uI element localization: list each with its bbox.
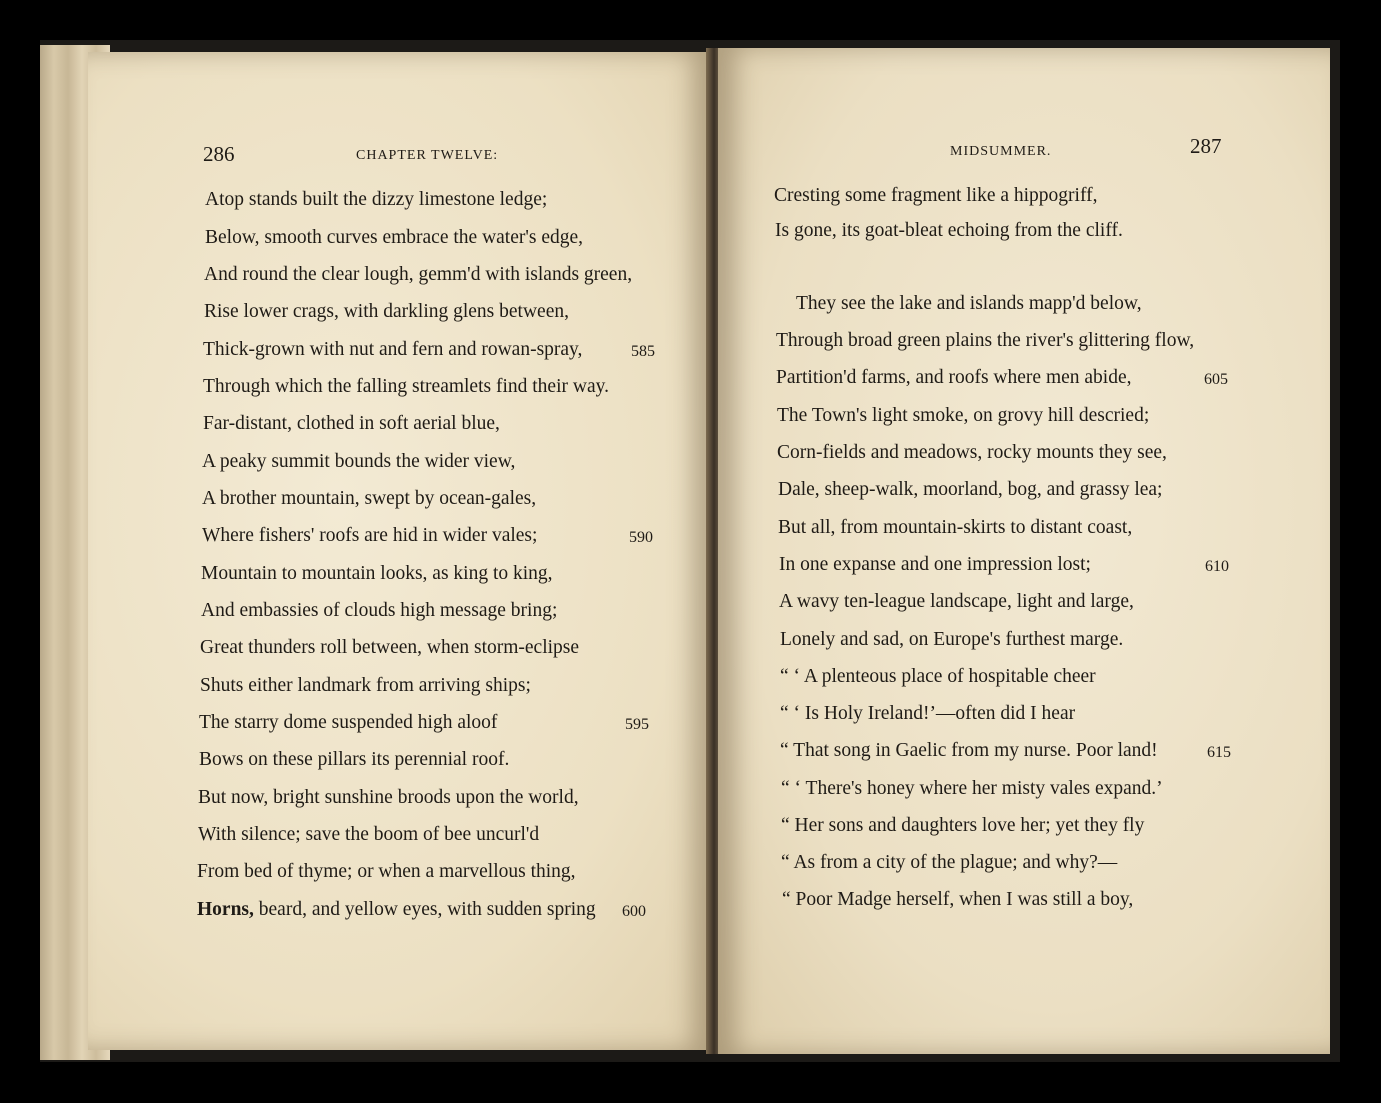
verse-line: In one expanse and one impression lost; bbox=[779, 554, 1091, 575]
verse-line: But all, from mountain-skirts to distant coast, bbox=[778, 517, 1133, 538]
verse-line-rest: beard, and yellow eyes, with sudden spring bbox=[258, 899, 596, 920]
line-number: 610 bbox=[1205, 558, 1229, 575]
line-number: 595 bbox=[625, 716, 649, 733]
verse-line: And embassies of clouds high message bring; bbox=[201, 600, 558, 621]
verse-line: Dale, sheep-walk, moorland, bog, and grassy lea; bbox=[778, 479, 1163, 500]
verse-line: “ As from a city of the plague; and why?— bbox=[781, 852, 1118, 873]
verse-line: And round the clear lough, gemm'd with islands green, bbox=[204, 264, 633, 285]
line-number: 590 bbox=[629, 529, 653, 546]
line-number: 600 bbox=[622, 903, 646, 920]
verse-line: Thick-grown with nut and fern and rowan-spray, bbox=[203, 339, 583, 360]
left-page bbox=[88, 52, 710, 1050]
verse-line: They see the lake and islands mapp'd below, bbox=[796, 293, 1142, 314]
verse-line: Through broad green plains the river's glittering flow, bbox=[776, 330, 1195, 351]
verse-line: Is gone, its goat-bleat echoing from the cliff. bbox=[775, 220, 1123, 241]
page-number: 286 bbox=[203, 142, 235, 166]
verse-line: “ Poor Madge herself, when I was still a boy, bbox=[782, 889, 1134, 910]
verse-line: Atop stands built the dizzy limestone ledge; bbox=[205, 189, 548, 210]
verse-line: “ ‘ Is Holy Ireland!’—often did I hear bbox=[780, 703, 1076, 724]
verse-line: Far-distant, clothed in soft aerial blue, bbox=[203, 413, 500, 434]
verse-line: Bows on these pillars its perennial roof. bbox=[199, 749, 510, 770]
verse-line: But now, bright sunshine broods upon the world, bbox=[198, 787, 579, 808]
verse-line: Shuts either landmark from arriving ships; bbox=[200, 675, 531, 696]
bold-word: Horns, bbox=[197, 899, 254, 920]
verse-line: A peaky summit bounds the wider view, bbox=[202, 451, 516, 472]
verse-line: From bed of thyme; or when a marvellous thing, bbox=[197, 861, 576, 882]
right-page bbox=[718, 48, 1330, 1054]
verse-line: Mountain to mountain looks, as king to king, bbox=[201, 563, 553, 584]
line-number: 605 bbox=[1204, 371, 1228, 388]
verse-line: Partition'd farms, and roofs where men abide, bbox=[776, 367, 1132, 388]
running-head: MIDSUMMER. bbox=[950, 144, 1052, 159]
running-head: CHAPTER TWELVE: bbox=[356, 148, 499, 163]
verse-line: Through which the falling streamlets find their way. bbox=[203, 376, 609, 397]
verse-line: A wavy ten-league landscape, light and large, bbox=[779, 591, 1134, 612]
verse-line-last bbox=[197, 899, 596, 921]
line-number: 585 bbox=[631, 343, 655, 360]
verse-line: Great thunders roll between, when storm-eclipse bbox=[200, 637, 580, 658]
verse-line: “ Her sons and daughters love her; yet they fly bbox=[781, 815, 1145, 836]
verse-line: Below, smooth curves embrace the water's edge, bbox=[205, 227, 584, 248]
verse-line: Corn-fields and meadows, rocky mounts they see, bbox=[777, 442, 1167, 463]
verse-line: Cresting some fragment like a hippogriff, bbox=[774, 185, 1098, 206]
page-number: 287 bbox=[1190, 134, 1222, 158]
verse-line: With silence; save the boom of bee uncurl'd bbox=[198, 824, 540, 845]
verse-line: A brother mountain, swept by ocean-gales, bbox=[202, 488, 537, 509]
verse-line: Where fishers' roofs are hid in wider vales; bbox=[202, 525, 538, 546]
verse-line: Lonely and sad, on Europe's furthest marge. bbox=[780, 629, 1124, 650]
verse-line: The starry dome suspended high aloof bbox=[199, 712, 498, 733]
verse-line: The Town's light smoke, on grovy hill descried; bbox=[777, 405, 1150, 426]
verse-line: Rise lower crags, with darkling glens between, bbox=[204, 301, 569, 322]
verse-line: “ ‘ A plenteous place of hospitable cheer bbox=[780, 666, 1096, 687]
verse-line: “ ‘ There's honey where her misty vales expand.’ bbox=[781, 778, 1163, 799]
verse-line: “ That song in Gaelic from my nurse. Poor land! bbox=[780, 740, 1158, 761]
line-number: 615 bbox=[1207, 744, 1231, 761]
